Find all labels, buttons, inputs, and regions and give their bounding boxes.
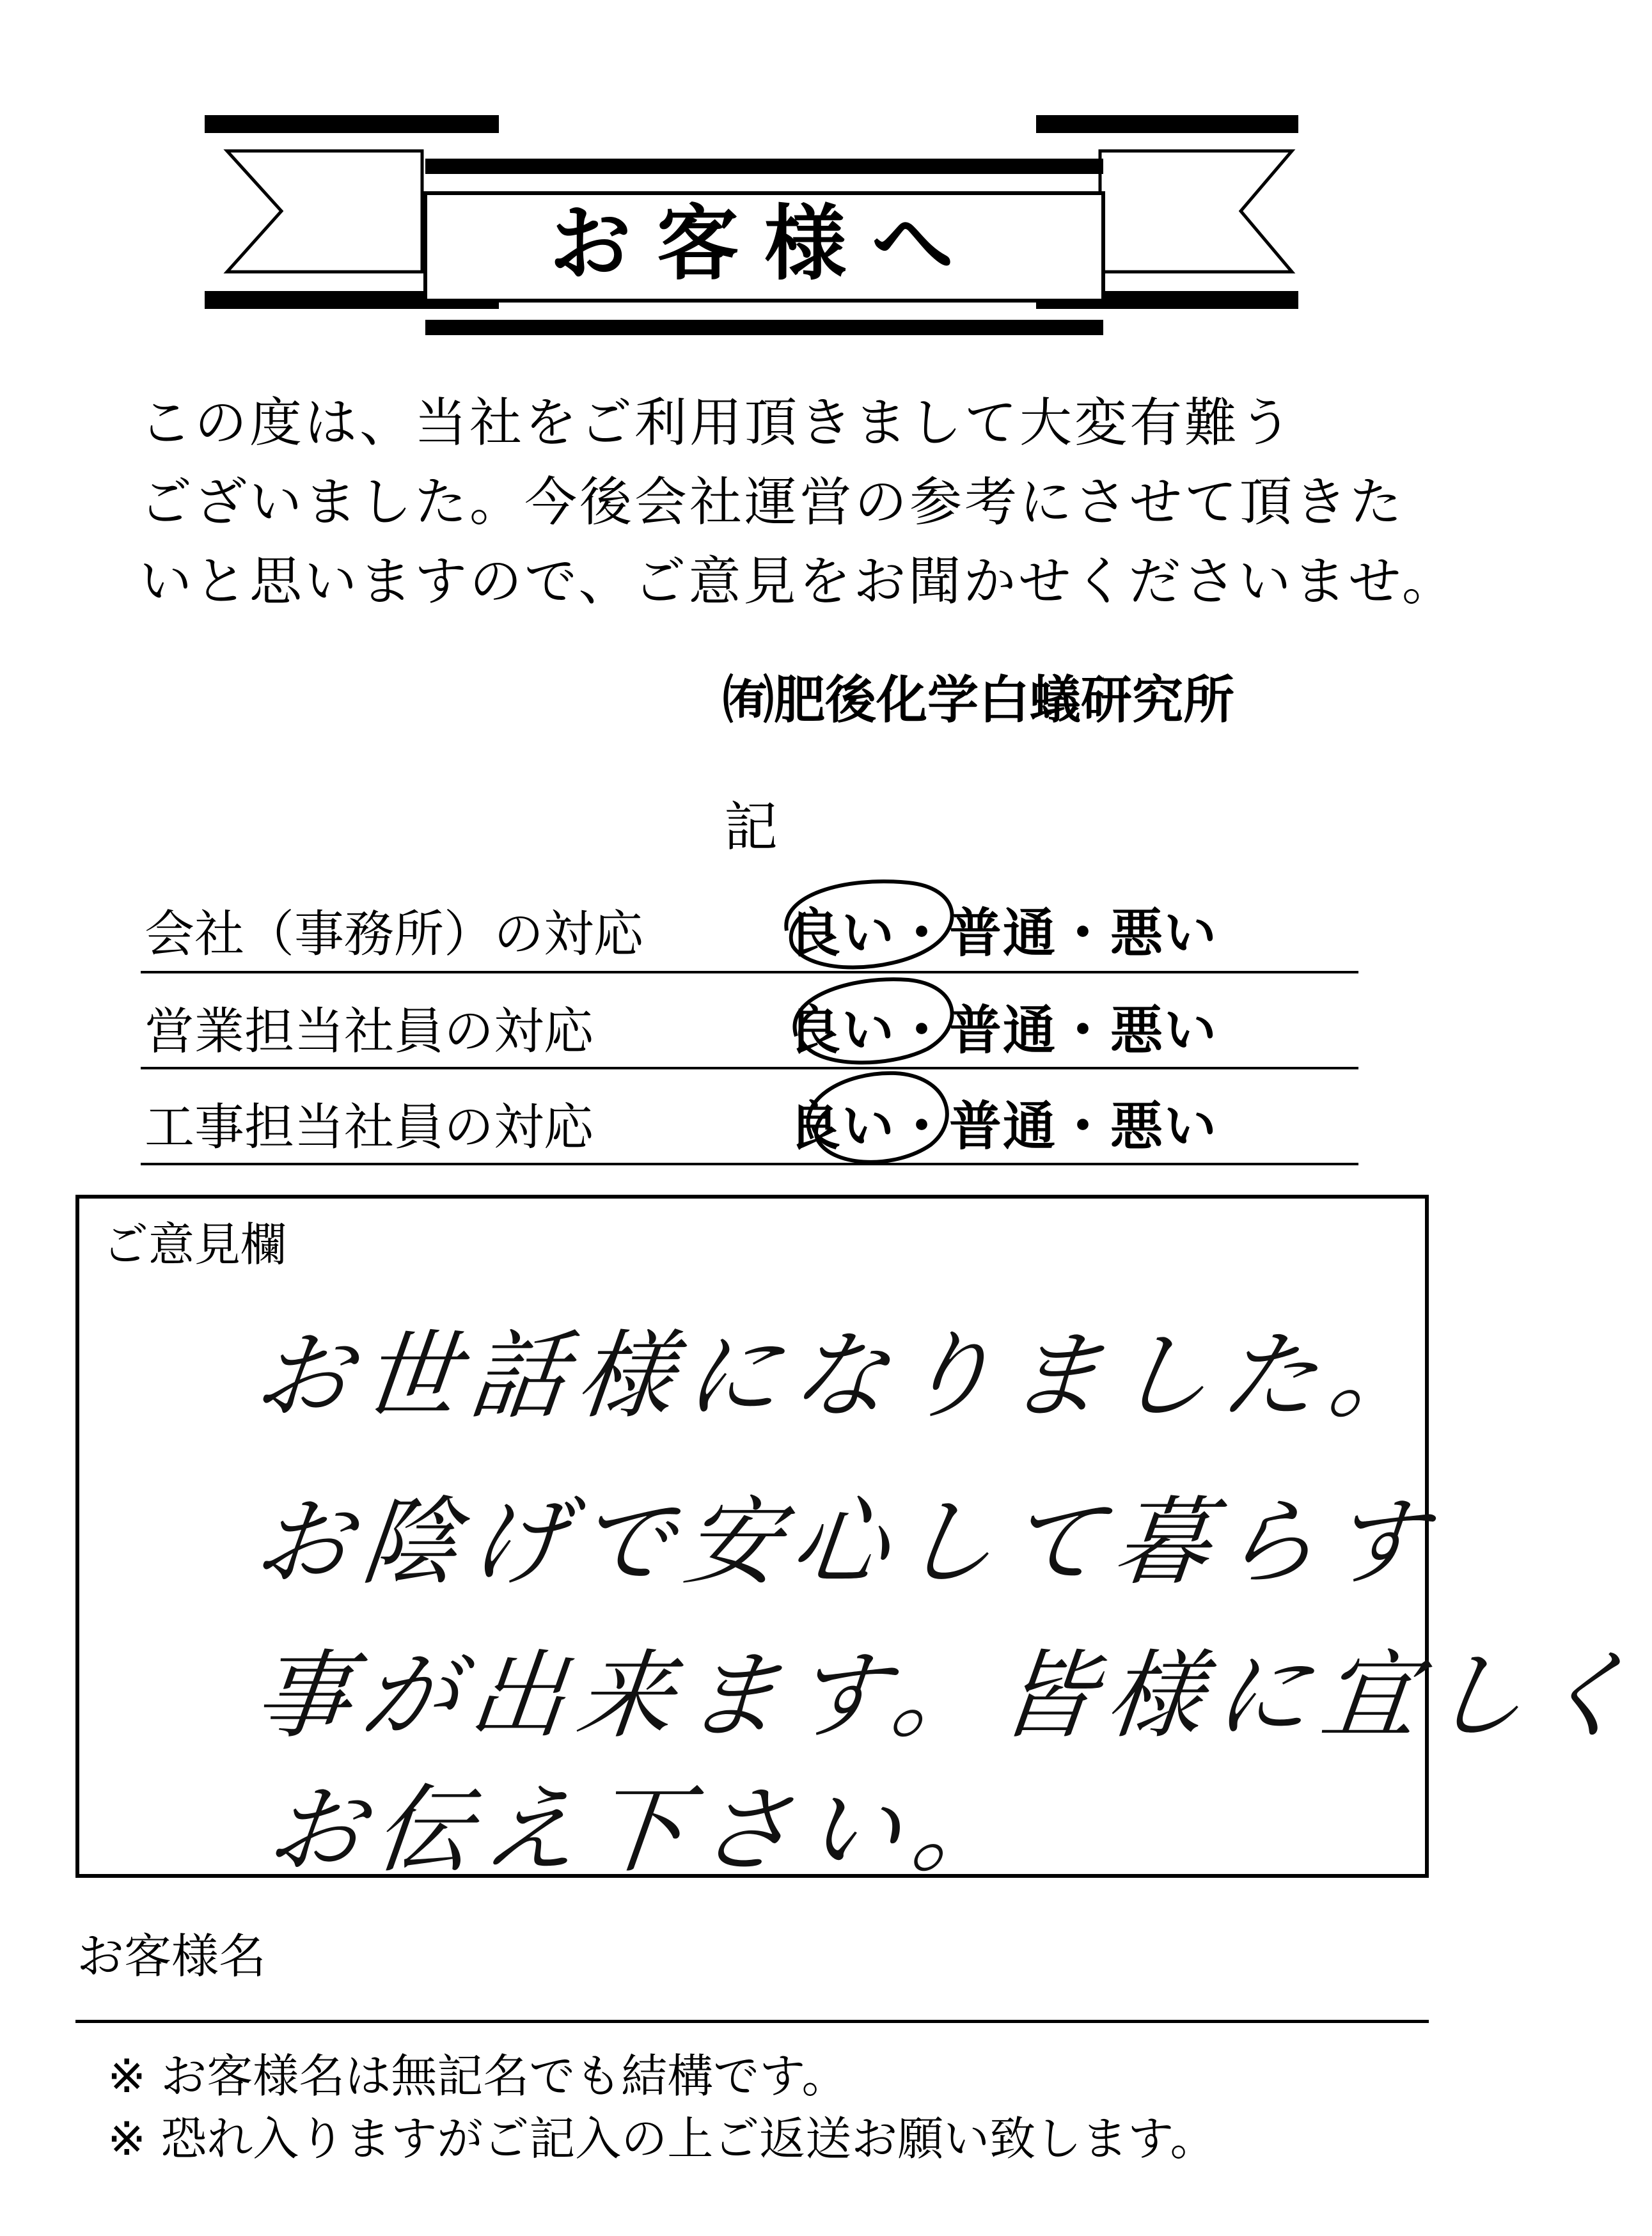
rating-divider xyxy=(141,1163,1358,1165)
rating-divider xyxy=(141,1067,1358,1069)
company-name: ㈲肥後化学白蟻研究所 xyxy=(723,670,1234,730)
handwritten-line-3: 事が出来ます。皆様に宜しく xyxy=(249,1641,1650,1752)
note-anonymous: ※ お客様名は無記名でも結構です。 xyxy=(107,2049,848,2103)
rating-options-construction[interactable]: 良い・普通・悪い xyxy=(788,1096,1218,1157)
handwritten-line-2: お陰げで安心して暮らす xyxy=(249,1487,1443,1598)
rating-options-office[interactable]: 良い・普通・悪い xyxy=(788,903,1218,964)
note-return: ※ 恐れ入りますがご記入の上ご返送お願い致します。 xyxy=(107,2112,1216,2166)
intro-line-3: いと思いますので、ご意見をお聞かせくださいませ。 xyxy=(139,551,1457,612)
page-title: お客様へ xyxy=(549,196,979,292)
intro-line-2: ございました。今後会社運営の参考にさせて頂きた xyxy=(139,472,1405,533)
intro-line-1: この度は、当社をご利用頂きまして大変有難う xyxy=(139,393,1295,453)
rating-label-construction: 工事担当社員の対応 xyxy=(145,1099,594,1156)
opinion-label: ご意見欄 xyxy=(102,1218,287,1272)
handwritten-line-1: お世話様になりました。 xyxy=(249,1321,1443,1432)
rating-label-office: 会社（事務所）の対応 xyxy=(145,906,644,963)
rating-options-sales[interactable]: 良い・普通・悪い xyxy=(788,1000,1218,1061)
handwritten-line-4: お伝え下さい。 xyxy=(262,1775,1026,1886)
customer-name-label: お客様名 xyxy=(77,1929,266,1984)
rating-label-sales: 営業担当社員の対応 xyxy=(145,1003,594,1060)
ki-heading: 記 xyxy=(724,796,778,858)
rating-divider xyxy=(141,971,1358,973)
customer-name-line[interactable] xyxy=(75,2020,1429,2023)
